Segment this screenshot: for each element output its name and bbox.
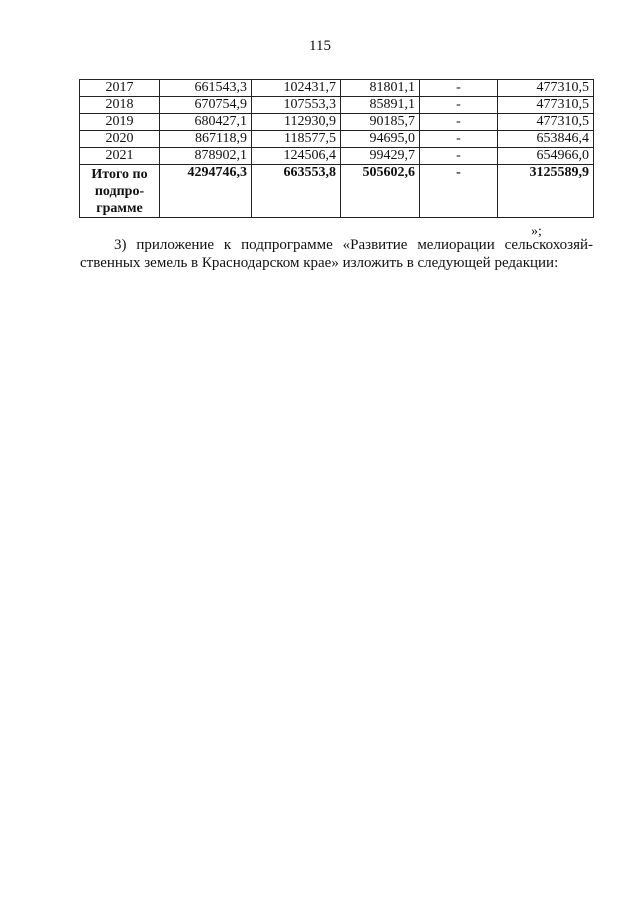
value-cell: 107553,3: [252, 97, 341, 114]
page-number: 115: [309, 38, 331, 54]
value-cell: 85891,1: [341, 97, 420, 114]
value-cell: 99429,7: [341, 148, 420, 165]
body-paragraph: 3) приложение к подпрограмме «Развитие мелиорации сельскохозяй-ственных земель в Краснодарском крае» изложить в следующей редакции:: [80, 237, 593, 271]
total-value: 663553,8: [252, 165, 341, 218]
value-cell: 477310,5: [498, 97, 594, 114]
value-cell: 670754,9: [160, 97, 252, 114]
value-cell: 94695,0: [341, 131, 420, 148]
value-cell: 124506,4: [252, 148, 341, 165]
year-cell: 2021: [80, 148, 160, 165]
total-value: 3125589,9: [498, 165, 594, 218]
total-label: Итого по подпро-грамме: [80, 165, 160, 218]
table-row: [80, 97, 594, 114]
value-cell: -: [420, 97, 498, 114]
value-cell: 477310,5: [498, 114, 594, 131]
value-cell: 102431,7: [252, 80, 341, 97]
table-row: [80, 80, 594, 97]
budget-table: [79, 79, 594, 218]
year-cell: 2019: [80, 114, 160, 131]
value-cell: -: [420, 148, 498, 165]
total-value: 505602,6: [341, 165, 420, 218]
value-cell: 81801,1: [341, 80, 420, 97]
value-cell: 878902,1: [160, 148, 252, 165]
year-cell: 2017: [80, 80, 160, 97]
value-cell: 680427,1: [160, 114, 252, 131]
value-cell: -: [420, 131, 498, 148]
value-cell: 90185,7: [341, 114, 420, 131]
total-row: [80, 165, 594, 218]
value-cell: 654966,0: [498, 148, 594, 165]
table-row: [80, 148, 594, 165]
table-row: [80, 131, 594, 148]
value-cell: 112930,9: [252, 114, 341, 131]
value-cell: 477310,5: [498, 80, 594, 97]
value-cell: -: [420, 80, 498, 97]
year-cell: 2018: [80, 97, 160, 114]
table-row: [80, 114, 594, 131]
total-value: -: [420, 165, 498, 218]
value-cell: 118577,5: [252, 131, 341, 148]
value-cell: 661543,3: [160, 80, 252, 97]
closing-quote: »;: [531, 224, 542, 239]
year-cell: 2020: [80, 131, 160, 148]
value-cell: 867118,9: [160, 131, 252, 148]
value-cell: 653846,4: [498, 131, 594, 148]
total-value: 4294746,3: [160, 165, 252, 218]
value-cell: -: [420, 114, 498, 131]
